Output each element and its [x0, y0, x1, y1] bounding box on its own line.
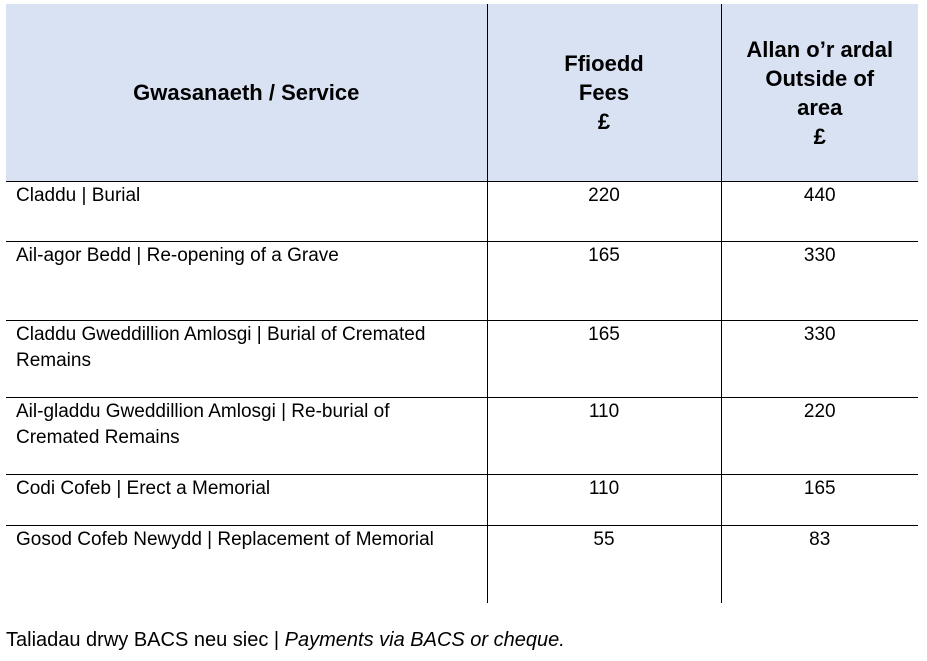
service-cell: Codi Cofeb | Erect a Memorial: [6, 475, 487, 526]
table-row: [6, 398, 918, 475]
header-outside-welsh: Allan o’r ardal: [746, 36, 894, 62]
service-cell: Claddu | Burial: [6, 182, 487, 242]
service-cell: Ail-agor Bedd | Re-opening of a Grave: [6, 242, 487, 321]
outside-fee-cell: 440: [721, 182, 918, 242]
header-outside-currency: £: [813, 123, 826, 149]
table-row: [6, 475, 918, 526]
service-cell: Gosod Cofeb Newydd | Replacement of Memorial: [16, 529, 434, 550]
outside-fee-cell: 330: [721, 242, 918, 321]
fee-cell: 55: [487, 526, 721, 603]
header-service: Gwasanaeth / Service: [6, 4, 487, 182]
outside-fee-cell: 165: [721, 475, 918, 526]
fee-cell: 220: [487, 182, 721, 242]
header-outside-english-1: Outside of: [765, 65, 875, 91]
header-fees-english: Fees: [578, 80, 630, 105]
header-fees-currency: £: [597, 109, 611, 134]
table-header-row: [6, 4, 918, 182]
service-cell: Ail-gladdu Gweddillion Amlosgi | Re-burial of Cremated Remains: [6, 398, 487, 475]
fee-cell: 165: [487, 242, 721, 321]
payment-note: [6, 627, 565, 653]
header-fees-welsh: Ffioedd: [564, 51, 644, 76]
table-row: [6, 321, 918, 398]
fees-table: [6, 4, 918, 603]
fee-cell: 110: [487, 475, 721, 526]
header-fees: [487, 4, 721, 182]
header-outside-area: [721, 4, 918, 182]
header-outside-english-2: area: [797, 94, 843, 120]
fee-cell: 110: [487, 398, 721, 475]
fee-cell: 165: [487, 321, 721, 398]
table-row: [6, 182, 918, 242]
outside-fee-cell: 330: [721, 321, 918, 398]
outside-fee-cell: 220: [721, 398, 918, 475]
service-cell: Claddu Gweddillion Amlosgi | Burial of Cremated Remains: [6, 321, 487, 398]
table-row: [6, 526, 918, 603]
payment-note-welsh: Taliadau drwy BACS neu siec |: [6, 629, 285, 651]
outside-fee-cell: 83: [721, 526, 918, 603]
table-row: [6, 242, 918, 321]
payment-note-english: Payments via BACS or cheque.: [284, 629, 565, 651]
